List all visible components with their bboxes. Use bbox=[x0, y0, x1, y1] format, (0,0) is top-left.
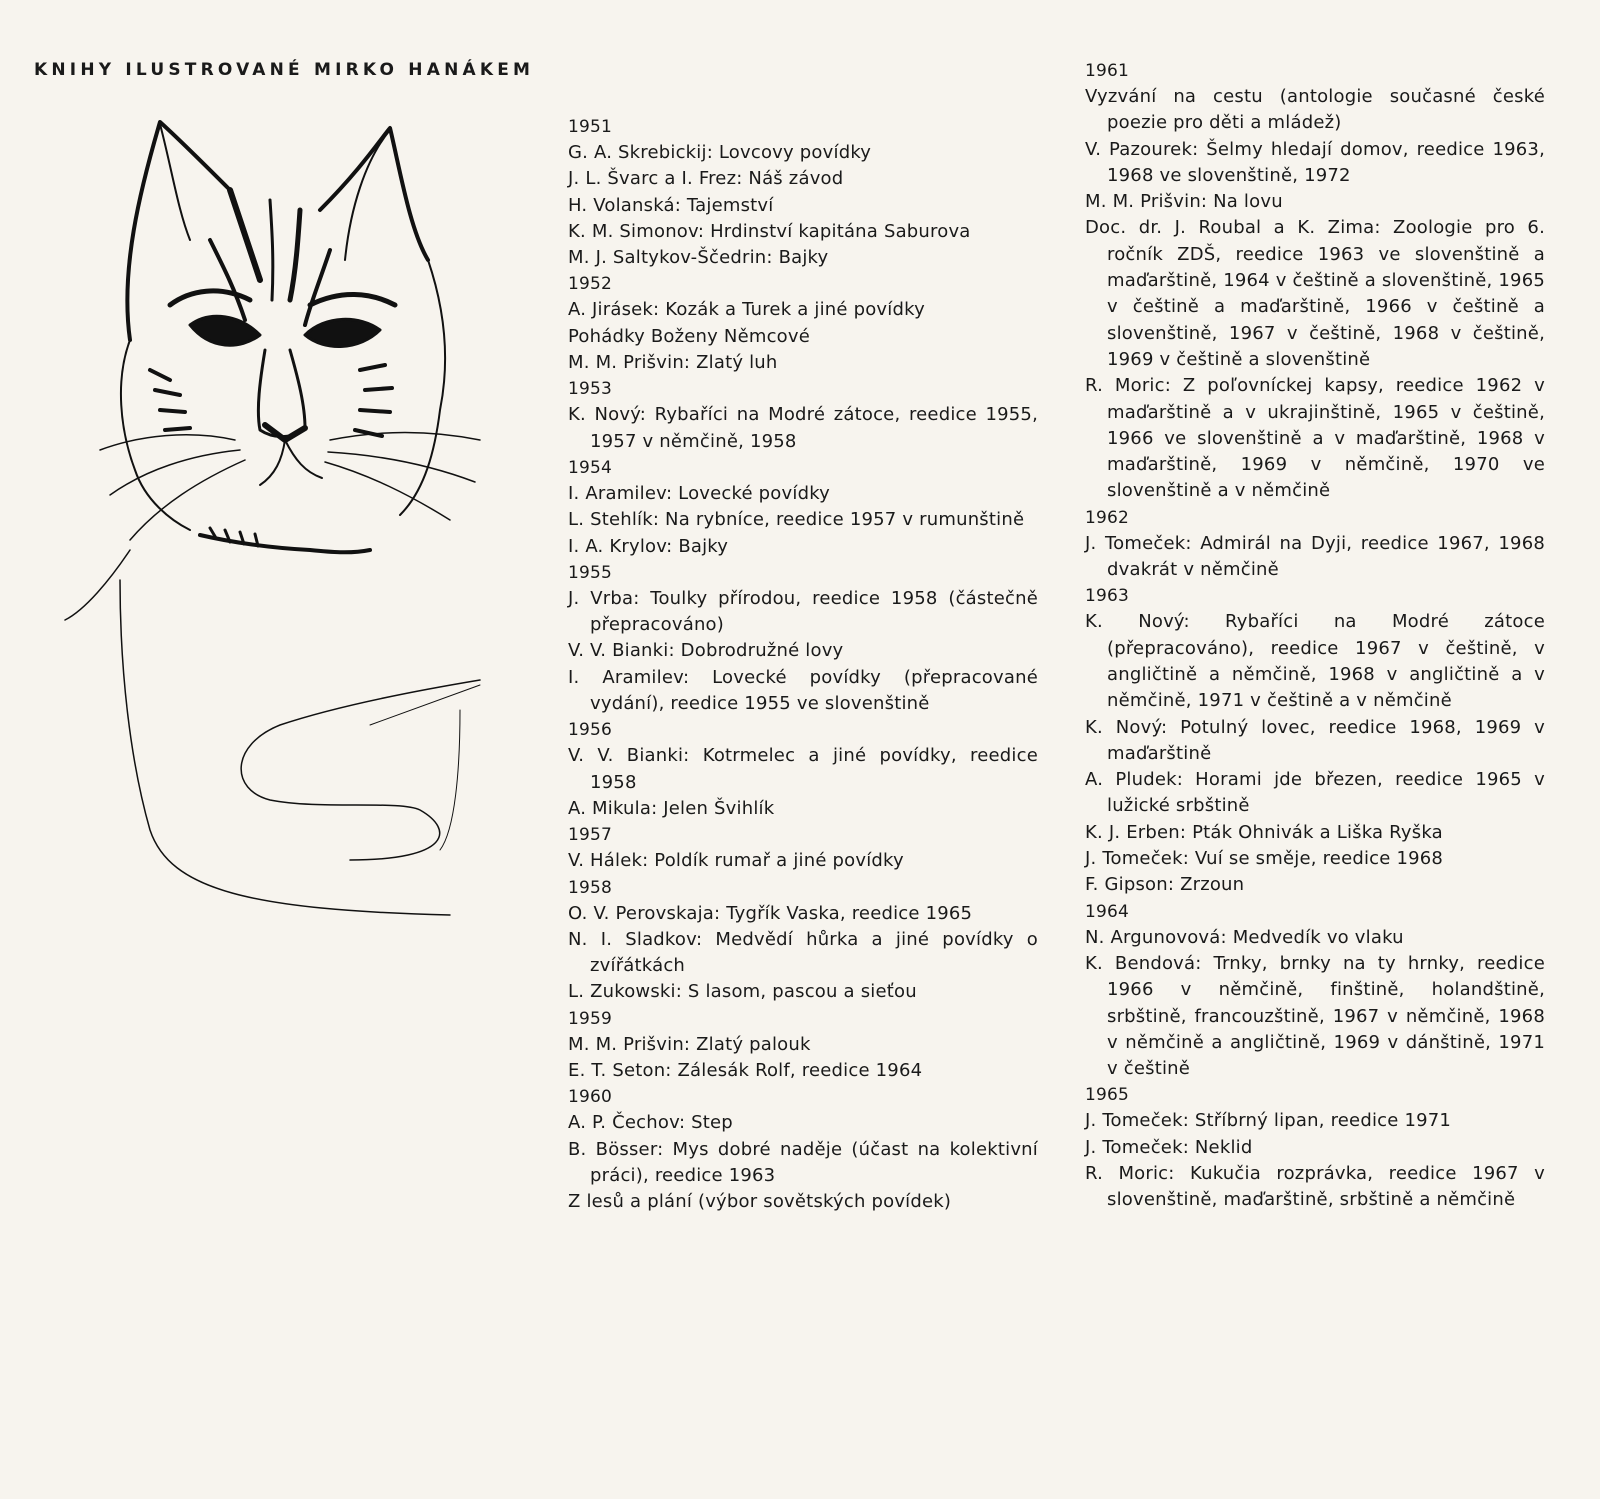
book-entry: I. Aramilev: Lovecké povídky bbox=[568, 482, 831, 504]
book-entry: K. J. Erben: Pták Ohnivák a Liška Ryška bbox=[1085, 821, 1443, 843]
book-entry: N. I. Sladkov: Medvědí hůrka a jiné povídky o zvířátkách bbox=[568, 928, 1038, 977]
book-entry: M. M. Prišvin: Na lovu bbox=[1085, 191, 1283, 213]
right-column bbox=[1085, 58, 1545, 1214]
year-heading: 1962 bbox=[1085, 507, 1130, 528]
book-entry: N. Argunovová: Medvedík vo vlaku bbox=[1085, 926, 1404, 948]
book-entry: Doc. dr. J. Roubal a K. Zima: Zoologie pro 6. ročník ZDŠ, reedice 1963 ve slovenštině a maďarštině, 1964 v češtině a slovenštině, 1965 v češtině a maďarštině, 1966 v češtině a slovenštině, 1967 v češtině, 1968 v češtině, 1969 v češtině a slovenštině bbox=[1085, 217, 1545, 370]
year-heading: 1951 bbox=[568, 117, 613, 137]
book-entry: J. Tomeček: Neklid bbox=[1085, 1136, 1253, 1158]
book-entry: I. A. Krylov: Bajky bbox=[568, 535, 729, 557]
left-column bbox=[568, 114, 1038, 1216]
book-entry: K. Nový: Potulný lovec, reedice 1968, 1969 v maďarštině bbox=[1085, 716, 1545, 764]
year-group-1957 bbox=[568, 822, 1038, 874]
year-group-1952 bbox=[568, 271, 1038, 376]
book-entry: K. Nový: Rybaříci na Modré zátoce, reedice 1955, 1957 v němčině, 1958 bbox=[568, 404, 1038, 452]
year-group-1955 bbox=[568, 560, 1038, 717]
year-heading: 1964 bbox=[1085, 901, 1130, 922]
book-entry: A. Pludek: Horami jde březen, reedice 1965 v lužické srbštině bbox=[1085, 769, 1545, 817]
book-entry: J. Vrba: Toulky přírodou, reedice 1958 (částečně přepracováno) bbox=[568, 587, 1038, 636]
book-entry: M. M. Prišvin: Zlatý luh bbox=[568, 352, 778, 374]
book-entry: V. V. Bianki: Dobrodružné lovy bbox=[568, 640, 844, 662]
year-heading: 1960 bbox=[568, 1087, 613, 1108]
book-entry: K. Nový: Rybaříci na Modré zátoce (přepracováno), reedice 1967 v češtině, v angličtině a němčině, 1968 v angličtině a v němčině, 1971 v češtině a v němčině bbox=[1085, 611, 1545, 712]
year-heading: 1953 bbox=[568, 379, 613, 400]
year-group-1962 bbox=[1085, 505, 1545, 584]
book-entry: I. Aramilev: Lovecké povídky (přepracované vydání), reedice 1955 ve slovenštině bbox=[568, 666, 1038, 715]
book-entry: K. Bendová: Trnky, brnky na ty hrnky, reedice 1966 v němčině, finštině, holandštině, srbštině, francouzštině, 1967 v němčině, 1968 v němčině a angličtině, 1969 v dánštině, 1971 v češtině bbox=[1085, 952, 1545, 1080]
book-entry: H. Volanská: Tajemství bbox=[568, 194, 774, 216]
book-entry: M. J. Saltykov-Ščedrin: Bajky bbox=[568, 247, 829, 269]
book-entry: R. Moric: Kukučia rozprávka, reedice 1967 v slovenštině, maďarštině, srbštině a němčině bbox=[1085, 1162, 1545, 1211]
book-entry: L. Zukowski: S lasom, pascou a sieťou bbox=[568, 981, 917, 1003]
book-entry: R. Moric: Z poľovníckej kapsy, reedice 1962 v maďarštině a v ukrajinštině, 1965 v češtině, 1966 ve slovenštině a v maďarštině, 1968 v maďarštině, 1969 v němčině, 1970 ve slovenštině a v němčině bbox=[1085, 375, 1545, 502]
year-heading: 1961 bbox=[1085, 61, 1130, 81]
book-entry: L. Stehlík: Na rybníce, reedice 1957 v rumunštině bbox=[568, 509, 1025, 531]
book-entry: E. T. Seton: Zálesák Rolf, reedice 1964 bbox=[568, 1060, 923, 1082]
year-group-1958 bbox=[568, 875, 1038, 1006]
year-heading: 1955 bbox=[568, 562, 613, 583]
year-group-1961 bbox=[1085, 58, 1545, 505]
year-group-1956 bbox=[568, 717, 1038, 822]
year-heading: 1952 bbox=[568, 274, 613, 295]
year-heading: 1965 bbox=[1085, 1085, 1130, 1106]
book-entry: Vyzvání na cestu (antologie současné české poezie pro děti a mládež) bbox=[1085, 86, 1545, 134]
book-entry: B. Bösser: Mys dobré naděje (účast na kolektivní práci), reedice 1963 bbox=[568, 1138, 1038, 1186]
year-group-1953 bbox=[568, 376, 1038, 455]
book-entry: Z lesů a plání (výbor sovětských povídek) bbox=[568, 1191, 952, 1213]
book-entry: A. Mikula: Jelen Švihlík bbox=[568, 797, 775, 819]
book-entry: J. Tomeček: Stříbrný lipan, reedice 1971 bbox=[1085, 1110, 1452, 1132]
book-entry: A. P. Čechov: Step bbox=[568, 1112, 733, 1134]
cat-illustration bbox=[60, 110, 500, 950]
year-heading: 1956 bbox=[568, 720, 613, 741]
book-entry: J. Tomeček: Admirál na Dyji, reedice 1967, 1968 dvakrát v němčině bbox=[1085, 532, 1545, 581]
year-group-1963 bbox=[1085, 583, 1545, 898]
year-group-1960 bbox=[568, 1084, 1038, 1215]
book-entry: V. Hálek: Poldík rumař a jiné povídky bbox=[568, 850, 904, 872]
book-entry: Pohádky Boženy Němcové bbox=[568, 325, 811, 347]
book-entry: J. L. Švarc a I. Frez: Náš závod bbox=[568, 168, 844, 190]
year-group-1964 bbox=[1085, 899, 1545, 1083]
year-group-1959 bbox=[568, 1006, 1038, 1085]
book-entry: M. M. Prišvin: Zlatý palouk bbox=[568, 1033, 811, 1055]
year-heading: 1957 bbox=[568, 825, 613, 846]
book-entry: V. Pazourek: Šelmy hledají domov, reedice 1963, 1968 ve slovenštině, 1972 bbox=[1085, 138, 1545, 186]
book-entry: V. V. Bianki: Kotrmelec a jiné povídky, reedice 1958 bbox=[568, 745, 1038, 793]
book-entry: K. M. Simonov: Hrdinství kapitána Saburova bbox=[568, 220, 971, 242]
book-entry: O. V. Perovskaja: Tygřík Vaska, reedice 1965 bbox=[568, 902, 973, 924]
page-title: KNIHY ILUSTROVANÉ MIRKO HANÁKEM bbox=[34, 60, 535, 80]
year-heading: 1958 bbox=[568, 877, 613, 898]
book-entry: G. A. Skrebickij: Lovcovy povídky bbox=[568, 142, 872, 163]
year-group-1954 bbox=[568, 455, 1038, 560]
book-entry: A. Jirásek: Kozák a Turek a jiné povídky bbox=[568, 299, 925, 321]
year-group-1965 bbox=[1085, 1082, 1545, 1213]
book-entry: J. Tomeček: Vuí se směje, reedice 1968 bbox=[1085, 848, 1444, 870]
year-heading: 1959 bbox=[568, 1008, 613, 1029]
year-heading: 1963 bbox=[1085, 586, 1130, 607]
year-group-1951 bbox=[568, 114, 1038, 271]
book-entry: F. Gipson: Zrzoun bbox=[1085, 874, 1245, 896]
year-heading: 1954 bbox=[568, 457, 613, 478]
